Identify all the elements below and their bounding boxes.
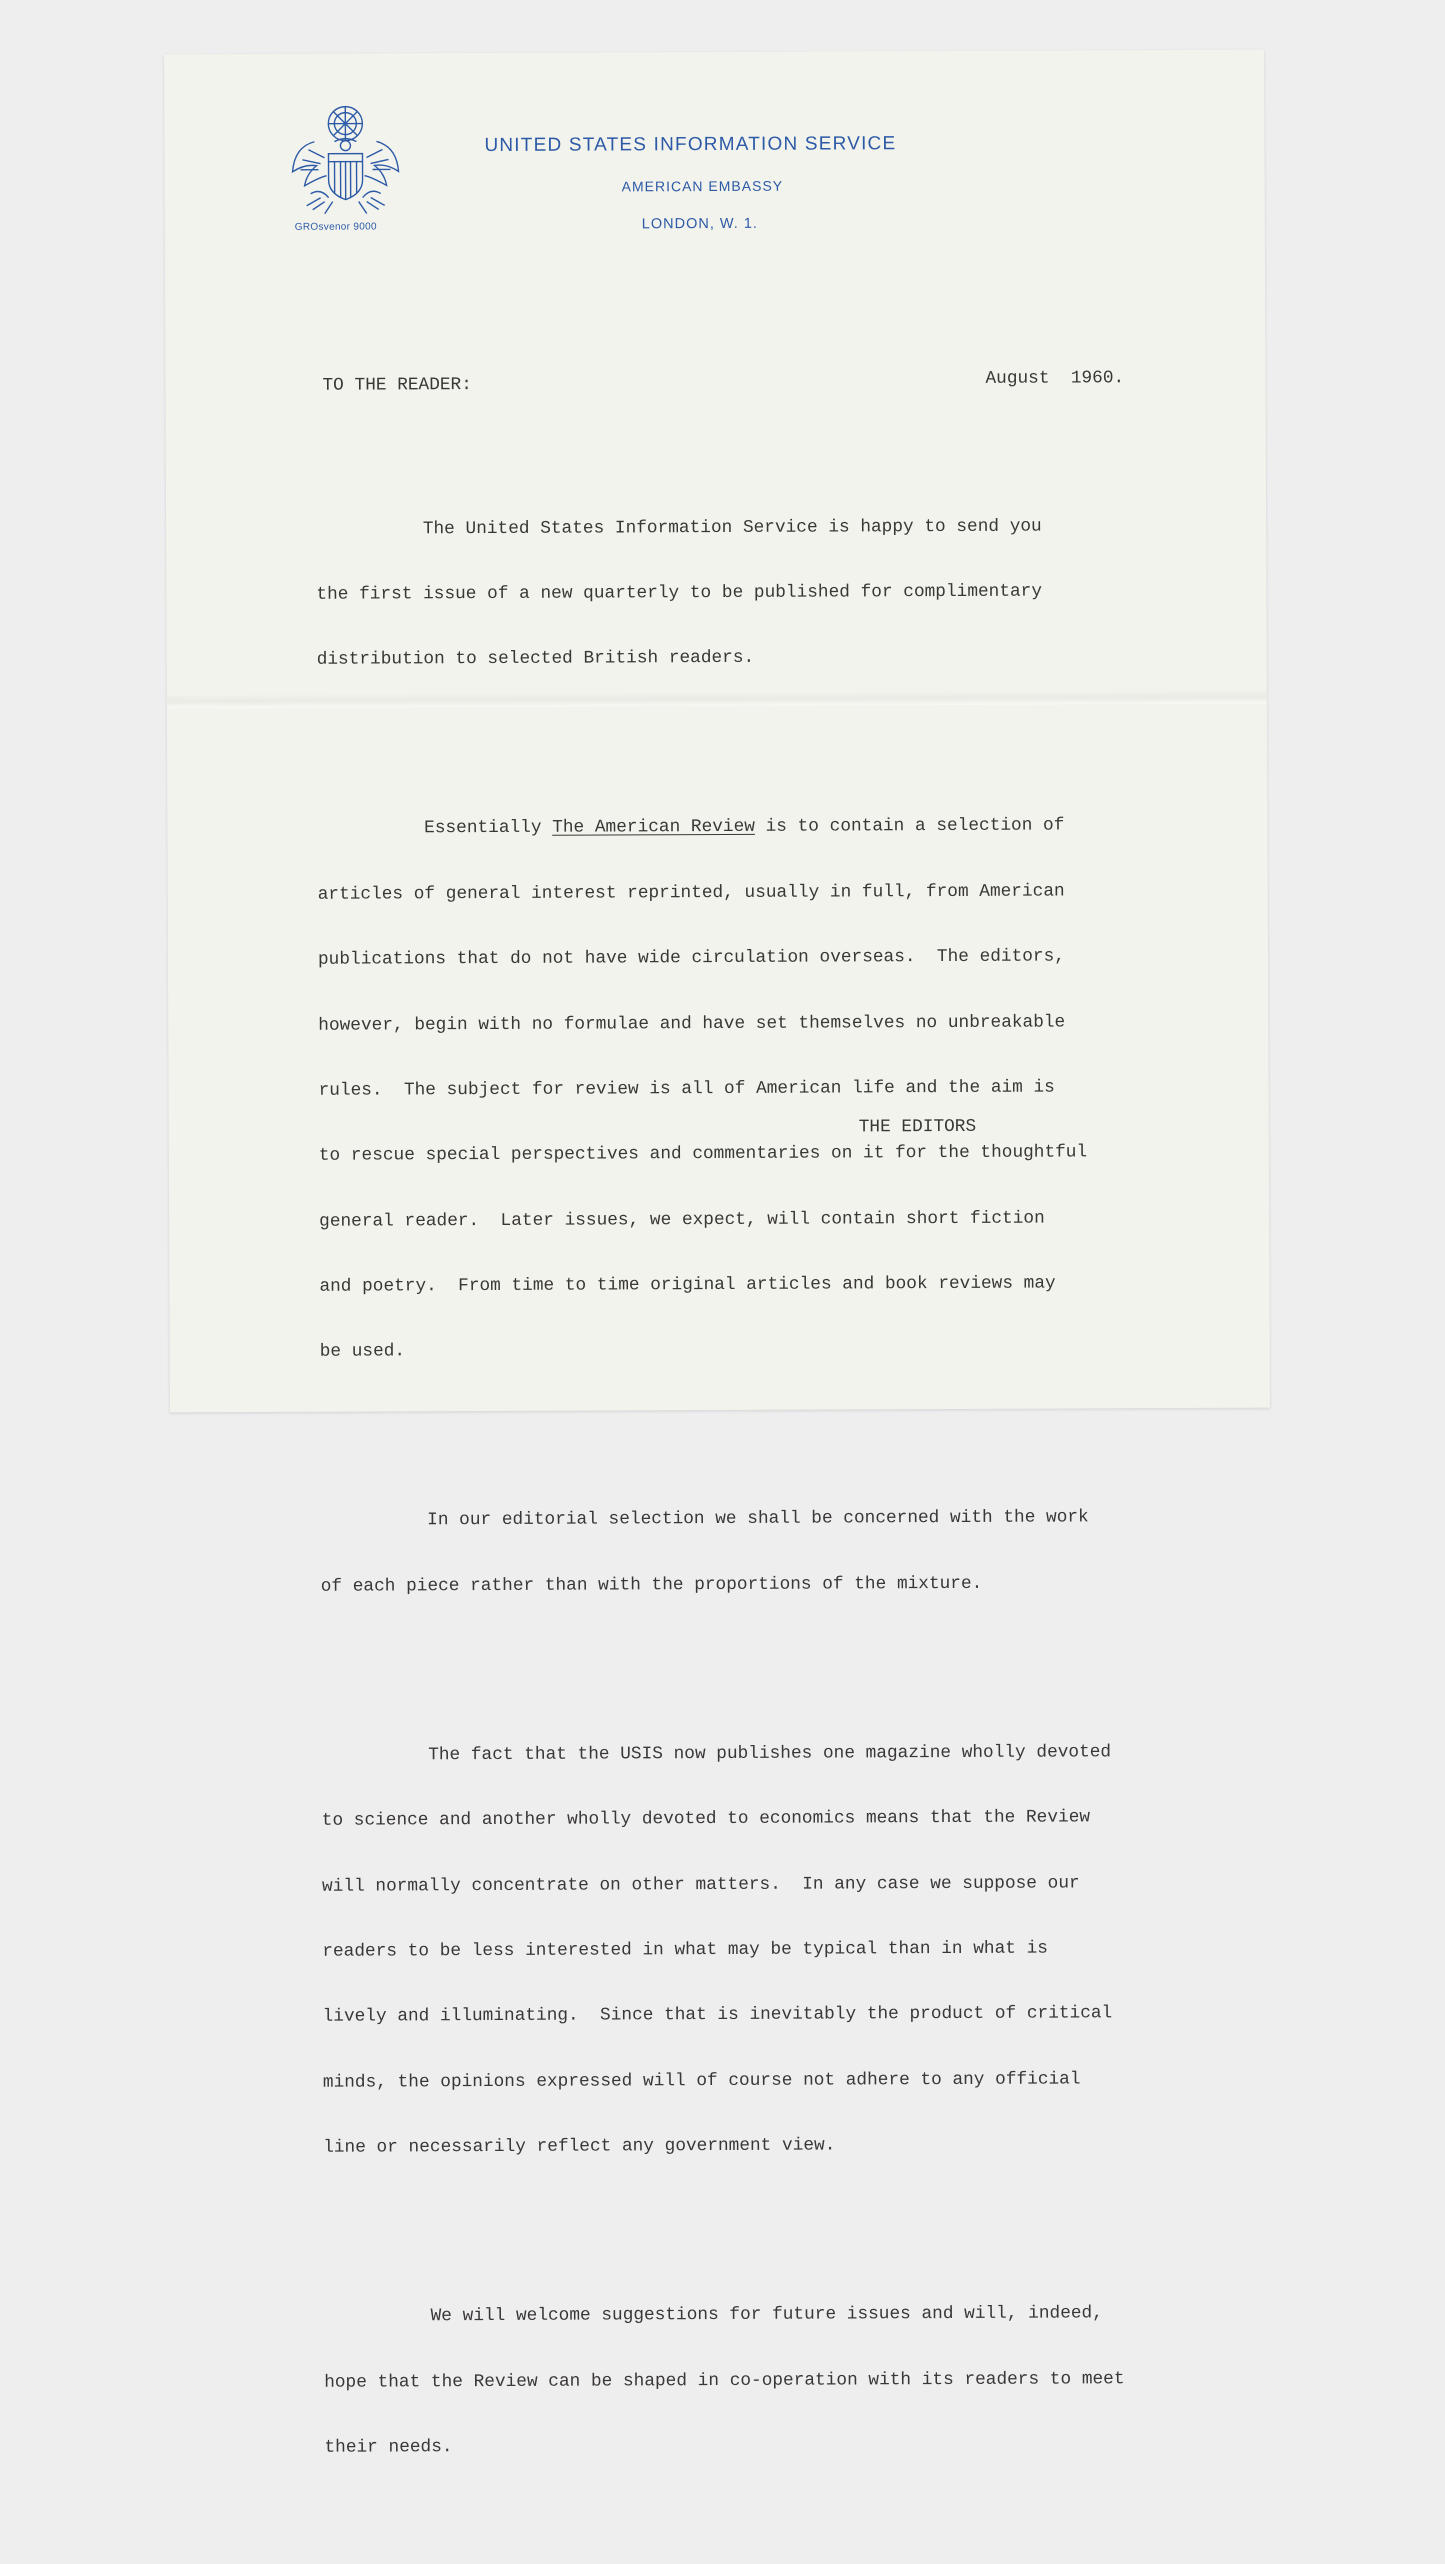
salutation: TO THE READER: xyxy=(322,375,472,396)
paragraph xyxy=(324,2259,1225,2503)
text-line: publications that do not have wide circulation overseas. The editors, xyxy=(317,946,1065,970)
text-line-end: is to contain a selection of xyxy=(754,815,1065,838)
embassy-name: AMERICAN EMBASSY xyxy=(621,177,784,195)
text-line: readers to be less interested in what may be typical than in what is xyxy=(322,1938,1048,1962)
letter-body xyxy=(316,432,1225,2563)
text-line: We will welcome suggestions for future issues and will, indeed, xyxy=(323,2303,1103,2327)
paragraph xyxy=(320,1464,1221,1642)
us-great-seal-icon xyxy=(284,101,407,220)
text-line: to science and another wholly devoted to economics means that the Review xyxy=(321,1807,1091,1831)
text-line: The United States Information Service is happy to send you xyxy=(316,516,1042,540)
text-line: be used. xyxy=(319,1341,406,1363)
text-line: minds, the opinions expressed will of course not adhere to any official xyxy=(322,2069,1081,2093)
text-line: lively and illuminating. Since that is inevitably the product of critical xyxy=(322,2003,1113,2028)
text-line: line or necessarily reflect any government view. xyxy=(323,2135,836,2158)
text-line: The fact that the USIS now publishes one magazine wholly devoted xyxy=(321,1742,1112,1766)
text-line: In our editorial selection we shall be concerned with the work xyxy=(320,1507,1089,1532)
paragraph xyxy=(316,472,1217,716)
text-line: their needs. xyxy=(324,2437,453,2458)
text-line: general reader. Later issues, we expect, will contain short fiction xyxy=(319,1208,1045,1232)
signature: THE EDITORS xyxy=(858,1116,977,1138)
text-line: however, begin with no formulae and have set themselves no unbreakable xyxy=(318,1012,1066,1036)
publication-title: The American Review xyxy=(552,817,755,839)
text-line: hope that the Review can be shaped in co-operation with its readers to meet xyxy=(324,2368,1125,2393)
text-line xyxy=(317,815,1217,841)
text-line: rules. The subject for review is all of American life and the aim is xyxy=(318,1077,1055,1101)
text-line: distribution to selected British readers. xyxy=(316,648,755,671)
letterhead xyxy=(164,50,1264,233)
phone-number: GROsvenor 9000 xyxy=(294,221,377,233)
text-line: the first issue of a new quarterly to be published for complimentary xyxy=(316,581,1043,605)
paragraph xyxy=(321,1698,1223,2203)
text-line: of each piece rather than with the proportions of the mixture. xyxy=(320,1573,983,1597)
paragraph xyxy=(317,772,1220,1408)
text-line: articles of general interest reprinted, usually in full, from American xyxy=(317,881,1065,905)
text-line: to rescue special perspectives and commentaries on it for the thoughtful xyxy=(318,1142,1088,1167)
text-line: will normally concentrate on other matters. In any case we suppose our xyxy=(321,1873,1080,1897)
letter-sheet xyxy=(164,50,1270,2458)
text-line: and poetry. From time to time original articles and book reviews may xyxy=(319,1273,1056,1297)
letter-date: August 1960. xyxy=(985,368,1125,389)
text-line-start: Essentially xyxy=(317,818,553,840)
address: LONDON, W. 1. xyxy=(641,215,758,233)
organization-name: UNITED STATES INFORMATION SERVICE xyxy=(484,133,897,157)
